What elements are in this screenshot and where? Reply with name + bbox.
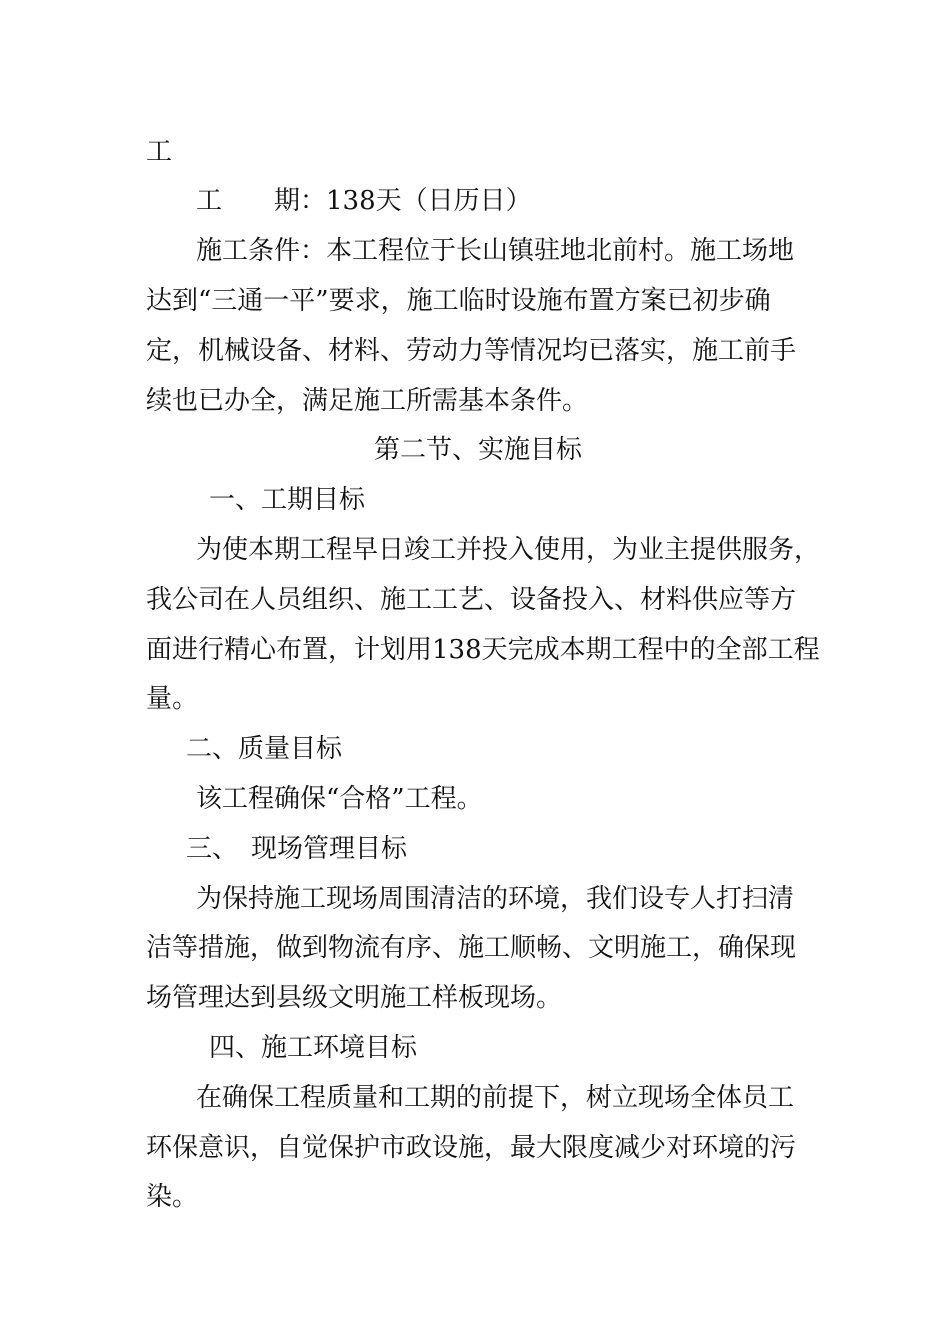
text-line: 面进行精心布置，计划用138天完成本期工程中的全部工程	[146, 635, 820, 665]
text-line: 我公司在人员组织、施工工艺、设备投入、材料供应等方	[146, 585, 797, 615]
section-heading: 第二节、实施目标	[374, 435, 583, 465]
subsection-heading: 三、 现场管理目标	[186, 834, 408, 864]
text-line: 场管理达到县级文明施工样板现场。	[146, 983, 563, 1013]
text-line: 在确保工程质量和工期的前提下，树立现场全体员工	[196, 1083, 795, 1113]
text-line: 续也已办全，满足施工所需基本条件。	[146, 386, 589, 416]
subsection-heading: 一、工期目标	[209, 485, 366, 515]
text-line: 洁等措施，做到物流有序、施工顺畅、文明施工，确保现	[146, 933, 797, 963]
text-line: 环保意识，自觉保护市政设施，最大限度减少对环境的污	[146, 1133, 797, 1163]
text-line: 达到“三通一平”要求，施工临时设施布置方案已初步确	[146, 286, 771, 316]
text-line: 施工条件：本工程位于长山镇驻地北前村。施工场地	[196, 236, 795, 266]
text-line: 工 期：138天（日历日）	[196, 186, 532, 216]
subsection-heading: 四、施工环境目标	[209, 1033, 418, 1063]
text-line: 工	[146, 137, 173, 167]
text-line: 定，机械设备、材料、劳动力等情况均已落实，施工前手	[146, 336, 797, 366]
text-line: 量。	[146, 684, 199, 714]
subsection-heading: 二、质量目标	[186, 734, 343, 764]
text-line: 为使本期工程早日竣工并投入使用，为业主提供服务，	[196, 535, 821, 565]
text-line: 该工程确保“合格”工程。	[196, 784, 483, 814]
text-line: 为保持施工现场周围清洁的环境，我们设专人打扫清	[196, 884, 795, 914]
text-line: 染。	[146, 1182, 199, 1212]
